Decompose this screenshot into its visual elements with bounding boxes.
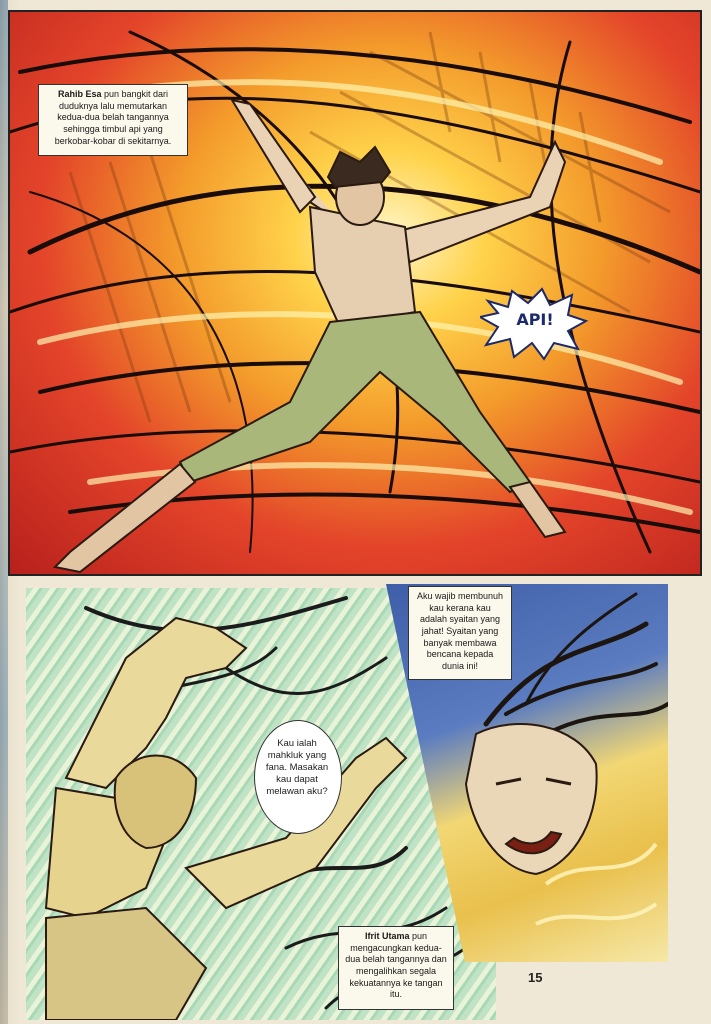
speech-text-ifrit: Kau ialah mahkluk yang fana. Masakan kau dapat melawan aku? bbox=[265, 738, 329, 797]
page-number: 15 bbox=[528, 970, 543, 985]
caption-name-ifrit: Ifrit Utama bbox=[364, 931, 412, 941]
caption-box-top bbox=[38, 84, 188, 156]
caption-box-ifrit bbox=[338, 926, 454, 1010]
caption-text-ifrit: pun mengacungkan kedua-dua belah tangannya dan mengalihkan segala kekuatannya ke tangan itu. bbox=[345, 931, 447, 1000]
speech-text-monk: Aku wajib membunuh kau kerana kau adalah syaitan yang jahat! Syaitan yang banyak membawa bencana kepada dunia ini! bbox=[416, 591, 504, 672]
panel-top-fire bbox=[8, 10, 702, 576]
caption-text-top: pun bangkit dari duduknya lalu memutarkan kedua-dua belah tangannya sehingga timbul api yang berkobar-kobar di sekitarnya. bbox=[54, 89, 172, 146]
monk-face bbox=[466, 724, 597, 874]
shout-text: API! bbox=[516, 310, 554, 329]
page-edge bbox=[0, 0, 8, 1024]
caption-name-rahib: Rahib Esa bbox=[57, 89, 104, 99]
speech-box-monk bbox=[408, 586, 512, 680]
